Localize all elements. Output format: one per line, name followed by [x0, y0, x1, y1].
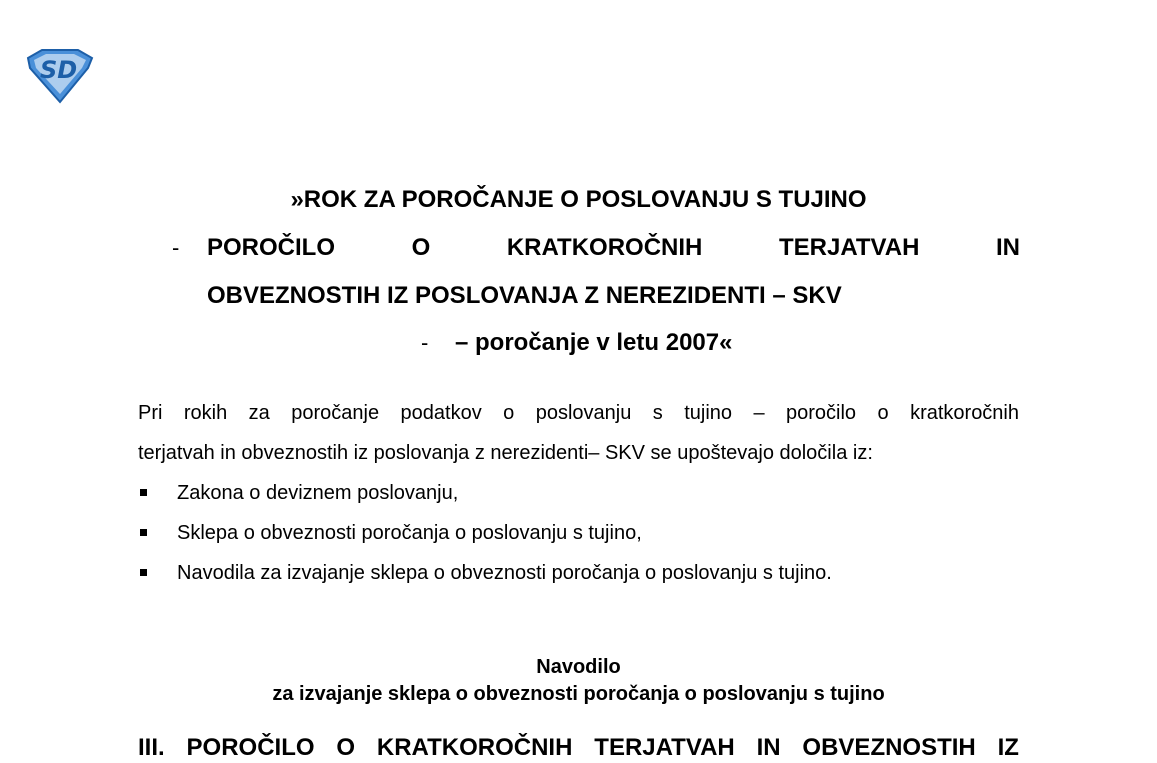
- heading-word: O: [411, 234, 431, 261]
- heading-line-3: OBVEZNOSTIH IZ POSLOVANJA Z NEREZIDENTI – SKV: [207, 282, 842, 309]
- cutoff-word: POROČILO: [186, 734, 315, 761]
- square-bullet-icon: [140, 569, 147, 576]
- heading-dash-1: -: [172, 235, 180, 260]
- cutoff-word: III.: [138, 734, 165, 761]
- list-item: [138, 513, 1019, 553]
- subsection-title: Navodilo: [536, 656, 621, 678]
- logo-shield-icon: [22, 48, 96, 104]
- cutoff-word: TERJATVAH: [594, 734, 735, 761]
- intro-paragraph: [138, 393, 1019, 473]
- list-item-text: Zakona o deviznem poslovanju,: [177, 482, 459, 504]
- logo-letter-s: SD: [40, 56, 78, 84]
- intro-line-2: terjatvah in obveznostih iz poslovanja z nerezidenti– SKV se upoštevajo določila iz:: [138, 442, 873, 464]
- heading-word: POROČILO: [207, 234, 336, 261]
- cutoff-word: IZ: [997, 734, 1019, 761]
- heading-word: IN: [996, 234, 1020, 261]
- heading-word: KRATKOROČNIH: [506, 234, 703, 261]
- list-item-text: Sklepa o obveznosti poročanja o poslovanju s tujino,: [177, 522, 642, 544]
- cutoff-word: O: [336, 734, 356, 761]
- intro-line-1: Pri rokih za poročanje podatkov o poslovanju s tujino – poročilo o kratkoročnih: [138, 402, 1019, 424]
- square-bullet-icon: [140, 489, 147, 496]
- subsection-subtitle: za izvajanje sklepa o obveznosti poročanja o poslovanju s tujino: [272, 683, 885, 705]
- list-item: [138, 553, 1019, 593]
- list-item: [138, 473, 1019, 513]
- heading-word: TERJATVAH: [778, 234, 920, 261]
- section-heading-cutoff: [138, 733, 1019, 763]
- heading-line-2: [207, 233, 1020, 263]
- regulation-list: [138, 473, 1019, 593]
- heading-dash-2: -: [421, 330, 429, 355]
- company-logo: [22, 48, 96, 104]
- cutoff-word: OBVEZNOSTIH: [802, 734, 976, 761]
- square-bullet-icon: [140, 529, 147, 536]
- heading-line-1: »ROK ZA POROČANJE O POSLOVANJU S TUJINO: [290, 186, 867, 213]
- list-item-text: Navodila za izvajanje sklepa o obveznosti poročanja o poslovanju s tujino.: [177, 562, 832, 584]
- heading-line-4: – poročanje v letu 2007«: [455, 329, 733, 356]
- cutoff-word: IN: [756, 734, 781, 761]
- cutoff-word: KRATKOROČNIH: [376, 734, 573, 761]
